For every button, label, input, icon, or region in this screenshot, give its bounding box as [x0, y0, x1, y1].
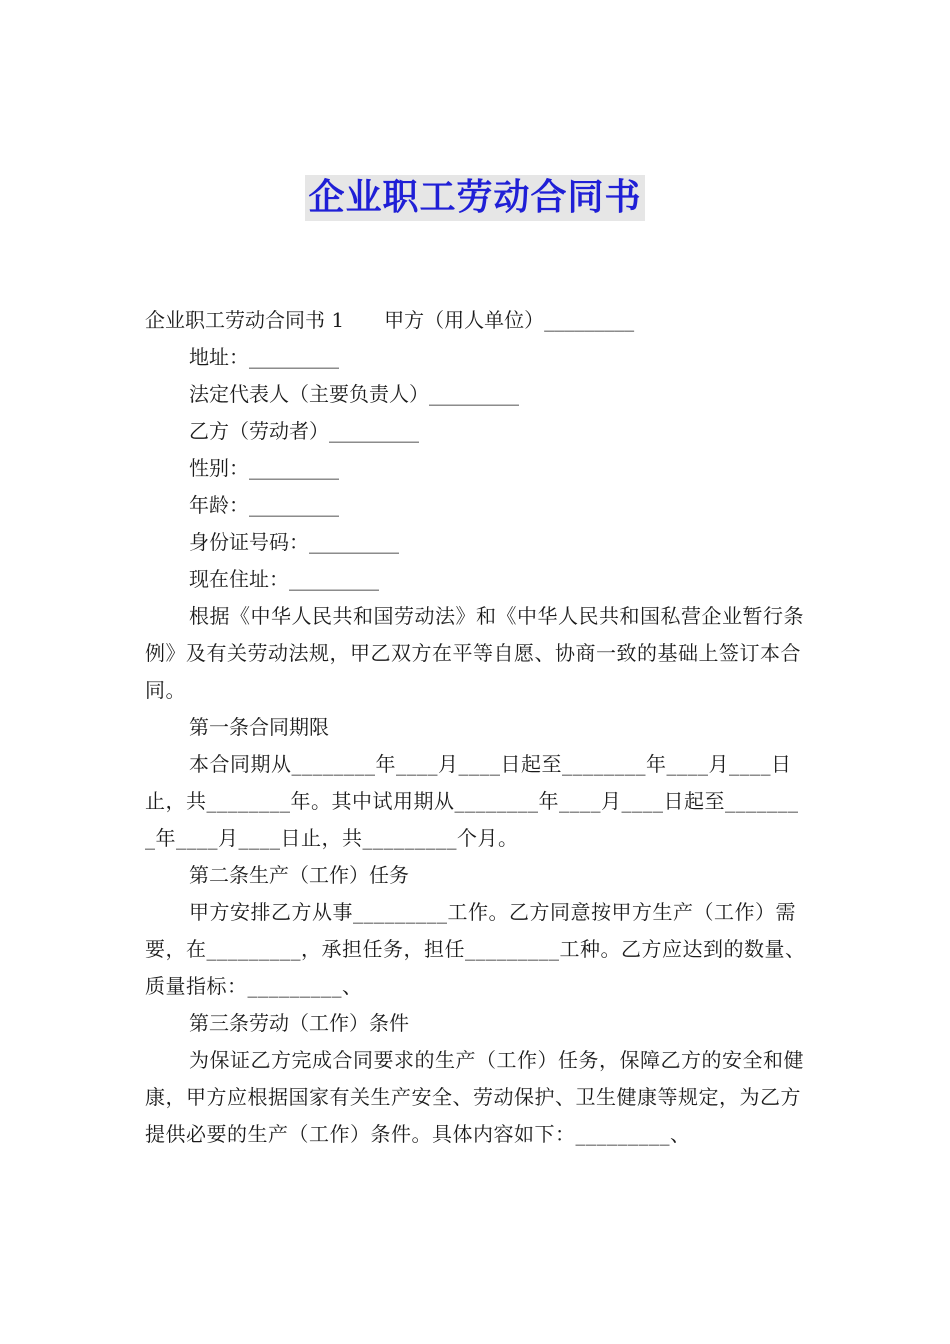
page-title-text: 企业职工劳动合同书: [305, 175, 644, 221]
preamble-paragraph: 根据《中华人民共和国劳动法》和《中华人民共和国私营企业暂行条例》及有关劳动法规，甲乙双方在平等自愿、协商一致的基础上签订本合同。: [145, 604, 804, 702]
current-address-field: 现在住址：_________: [189, 567, 379, 591]
article3-heading: 第三条劳动（工作）条件: [189, 1011, 409, 1035]
article2-heading: 第二条生产（工作）任务: [189, 863, 409, 887]
address-field: 地址：_________: [189, 345, 339, 369]
document-body: [145, 302, 807, 1153]
intro-line: [145, 302, 807, 339]
party-a-field: 甲方（用人单位）_________: [384, 308, 635, 332]
id-number-field: 身份证号码：_________: [189, 530, 399, 554]
party-b-field: 乙方（劳动者）_________: [189, 419, 419, 443]
page-title: [0, 175, 950, 221]
gender-field: 性别：_________: [189, 456, 339, 480]
age-field: 年龄：_________: [189, 493, 339, 517]
intro-heading: 企业职工劳动合同书 1: [145, 308, 345, 332]
article1-body: 本合同期从________年____月____日起至________年____月____日止，共________年。其中试用期从________年____月____日起至________年____月____日止，共_________个月。: [145, 752, 799, 850]
article2-body: 甲方安排乙方从事_________工作。乙方同意按甲方生产（工作）需要，在_________，承担任务，担任_________工种。乙方应达到的数量、质量指标：_________、: [145, 900, 806, 998]
legal-representative-field: 法定代表人（主要负责人）_________: [189, 382, 519, 406]
article1-heading: 第一条合同期限: [189, 715, 329, 739]
article3-body: 为保证乙方完成合同要求的生产（工作）任务，保障乙方的安全和健康，甲方应根据国家有关生产安全、劳动保护、卫生健康等规定，为乙方提供必要的生产（工作）条件。具体内容如下：_________、: [145, 1048, 804, 1146]
